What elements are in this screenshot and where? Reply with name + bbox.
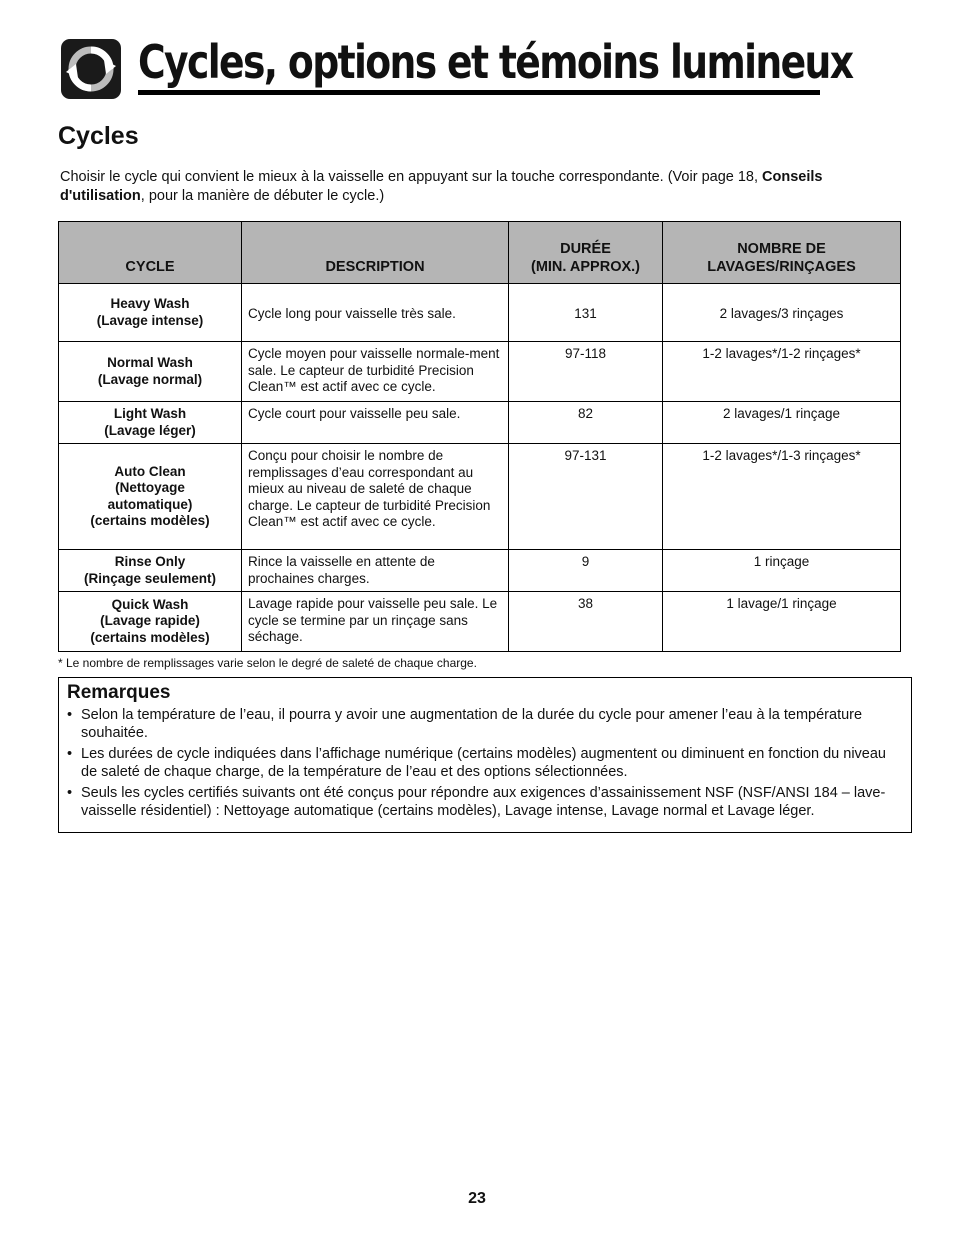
title-underline <box>138 90 820 95</box>
remarks-list <box>67 707 903 820</box>
cycle-name: Heavy Wash (Lavage intense) <box>59 284 242 342</box>
cycle-duration: 131 <box>509 284 663 342</box>
cycle-name: Quick Wash (Lavage rapide) (certains modèles) <box>59 592 242 652</box>
page-header <box>60 35 853 98</box>
intro-text-2: , pour la manière de débuter le cycle.) <box>140 188 385 204</box>
cycle-description: Conçu pour choisir le nombre de remplissages d’eau correspondant au mieux au niveau de saleté de chaque charge. Le capteur de turbidité Precision Clean™ est actif avec ce cycle. <box>242 444 509 550</box>
table-row <box>59 444 901 550</box>
cycles-table <box>58 221 901 652</box>
cycle-wash-count: 1-2 lavages*/1-2 rinçages* <box>663 342 901 402</box>
intro-paragraph <box>60 168 890 206</box>
table-row <box>59 342 901 402</box>
cycle-name: Normal Wash (Lavage normal) <box>59 342 242 402</box>
cycle-duration: 97-131 <box>509 444 663 550</box>
list-item: • Seuls les cycles certifiés suivants ont été conçus pour répondre aux exigences d’assainissement NSF (NSF/ANSI 184 – lave-vaisselle résidentiel) : Nettoyage automatique (certains modèles), Lavage intense, Lavage normal et Lavage léger. <box>67 785 886 819</box>
cycle-wash-count: 1-2 lavages*/1-3 rinçages* <box>663 444 901 550</box>
intro-text-1: Choisir le cycle qui convient le mieux à la vaisselle en appuyant sur la touche correspondante. (Voir page 18, <box>60 169 763 185</box>
remarks-title: Remarques <box>67 682 171 703</box>
cycle-wash-count: 2 lavages/1 rinçage <box>663 402 901 444</box>
table-header-row <box>59 222 901 284</box>
cycle-name: Rinse Only (Rinçage seulement) <box>59 550 242 592</box>
bullet: • <box>67 746 73 762</box>
cycle-description: Rince la vaisselle en attente de prochaines charges. <box>242 550 509 592</box>
list-item: • Les durées de cycle indiquées dans l’affichage numérique (certains modèles) augmentent ou diminuent en fonction du niveau de saleté de chaque charge, de la température de l’eau et des options sélectionnées. <box>67 746 886 780</box>
cycle-description: Cycle court pour vaisselle peu sale. <box>242 402 509 444</box>
table-row <box>59 592 901 652</box>
bullet: • <box>67 707 73 723</box>
list-item: • Selon la température de l’eau, il pourra y avoir une augmentation de la durée du cycle pour amener l’eau à la température souhaitée. <box>67 707 863 741</box>
cycle-wash-count: 1 rinçage <box>663 550 901 592</box>
cycle-duration: 82 <box>509 402 663 444</box>
header-cycle: CYCLE <box>59 222 242 284</box>
cycle-arrows-icon <box>60 38 122 100</box>
page-title: Cycles, options et témoins lumineux <box>138 35 853 89</box>
cycle-wash-count: 2 lavages/3 rinçages <box>663 284 901 342</box>
cycle-description: Cycle long pour vaisselle très sale. <box>242 284 509 342</box>
table-row <box>59 550 901 592</box>
header-nombre: NOMBRE DE LAVAGES/RINÇAGES <box>663 222 901 284</box>
cycle-name: Light Wash (Lavage léger) <box>59 402 242 444</box>
cycle-duration: 9 <box>509 550 663 592</box>
cycle-name: Auto Clean (Nettoyage automatique) (certains modèles) <box>59 444 242 550</box>
remarks-box <box>58 677 912 833</box>
cycle-duration: 97-118 <box>509 342 663 402</box>
header-description: DESCRIPTION <box>242 222 509 284</box>
header-duree: DURÉE (MIN. APPROX.) <box>509 222 663 284</box>
cycle-duration: 38 <box>509 592 663 652</box>
bullet: • <box>67 785 73 801</box>
cycle-description: Lavage rapide pour vaisselle peu sale. Le cycle se termine par un rinçage sans séchage. <box>242 592 509 652</box>
intro-bold-link: Conseils d'utilisation <box>60 169 823 204</box>
cycle-description: Cycle moyen pour vaisselle normale-ment sale. Le capteur de turbidité Precision Clean™ est actif avec ce cycle. <box>242 342 509 402</box>
cycle-wash-count: 1 lavage/1 rinçage <box>663 592 901 652</box>
table-row <box>59 402 901 444</box>
table-row <box>59 284 901 342</box>
section-title: Cycles <box>58 122 139 150</box>
table-footnote: * Le nombre de remplissages varie selon le degré de saleté de chaque charge. <box>58 656 477 670</box>
page-number: 23 <box>468 1190 486 1207</box>
